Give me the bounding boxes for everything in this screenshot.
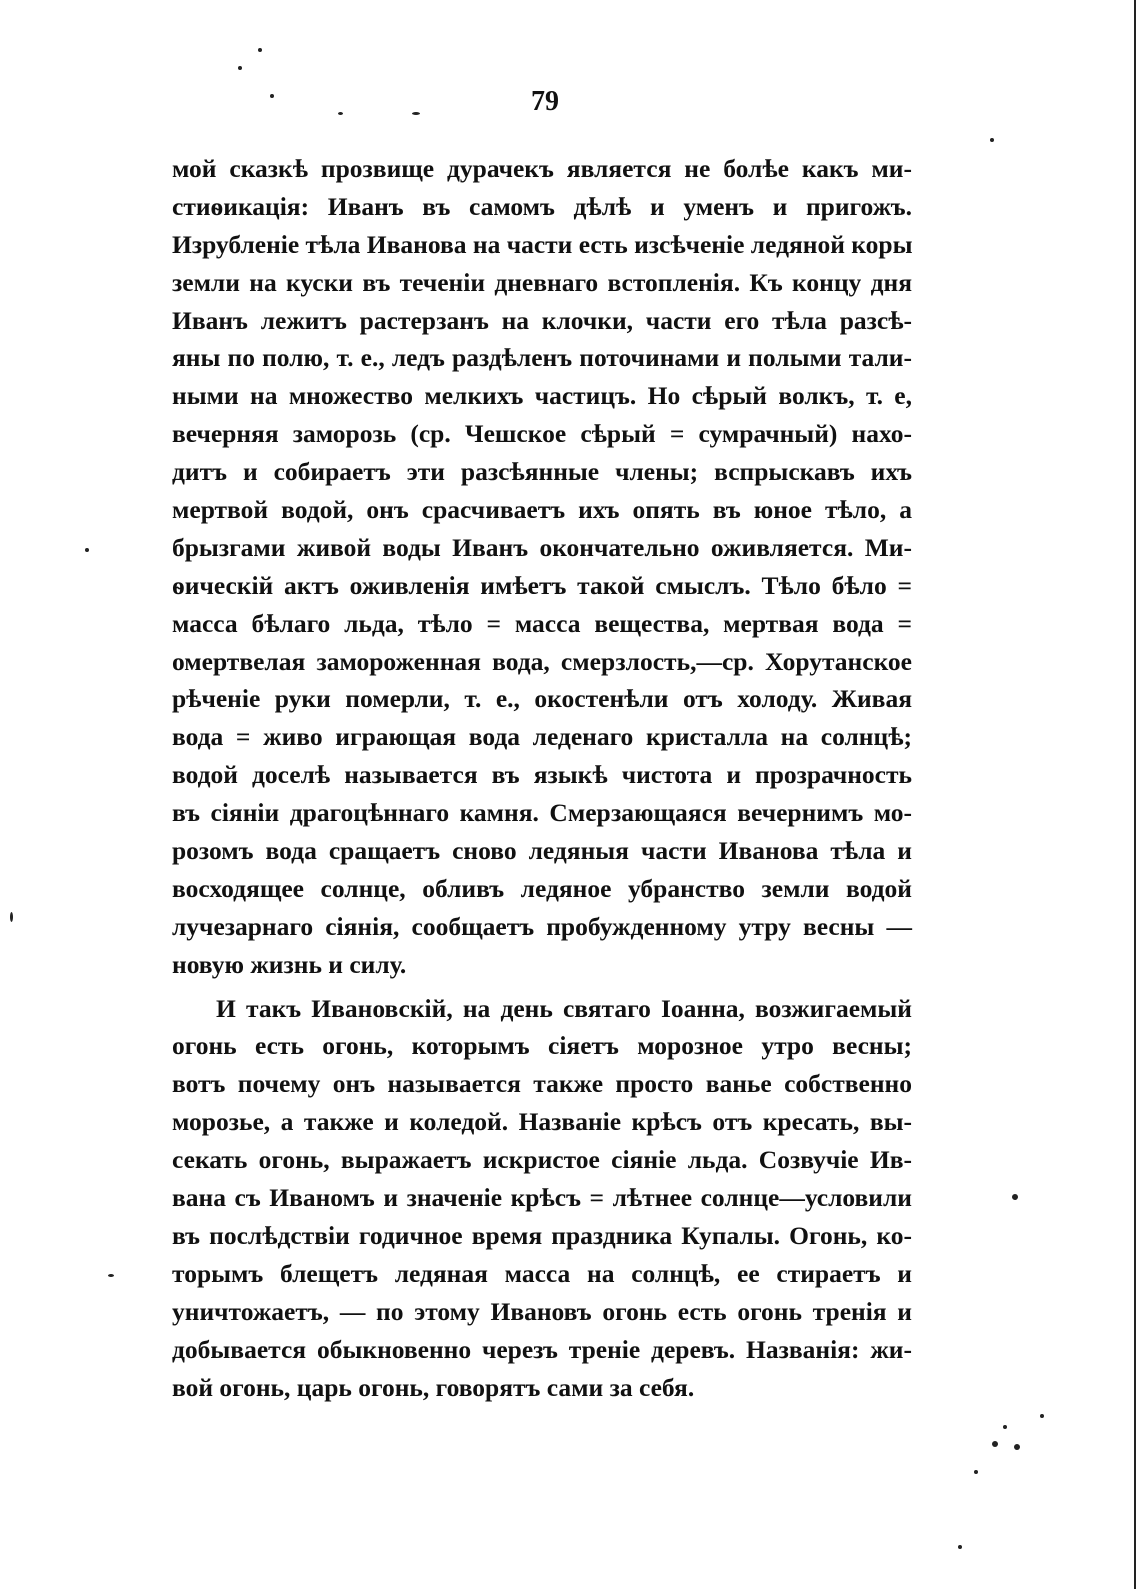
text-line: секать огонь, выражаетъ искристое сіяніе льда. Созвучіе Ив- bbox=[172, 1145, 912, 1175]
text-line: Изрубленіе тѣла Иванова на части есть изсѣченіе ледяной коры bbox=[172, 229, 913, 259]
text-line: стиѳикація: Иванъ въ самомъ дѣлѣ и уменъ и пригожъ. bbox=[172, 191, 912, 221]
text-line: лучезарнаго сіянія, сообщаетъ пробужденному утру весны — bbox=[172, 911, 912, 941]
text-line: розомъ вода сращаетъ сново ледяныя части Иванова тѣла и bbox=[172, 836, 912, 866]
text-line: водой доселѣ называется въ языкѣ чистота и прозрачность bbox=[172, 760, 912, 790]
text-line: уничтожаетъ, — по этому Ивановъ огонь есть огонь тренія и bbox=[172, 1296, 912, 1326]
scan-speck bbox=[1014, 1444, 1020, 1450]
text-line: ными на множество мелкихъ частицъ. Но сѣрый волкъ, т. е, bbox=[172, 381, 912, 411]
scan-speck bbox=[258, 48, 262, 52]
scan-speck bbox=[992, 1441, 998, 1447]
text-line: торымъ блещетъ ледяная масса на солнцѣ, ее стираетъ и bbox=[172, 1258, 912, 1288]
paragraph bbox=[172, 150, 912, 984]
scan-speck bbox=[1040, 1414, 1044, 1418]
body-text bbox=[172, 150, 912, 1406]
text-line: добывается обыкновенно черезъ треніе деревъ. Названія: жи- bbox=[172, 1334, 912, 1364]
text-line: въ сіяніи драгоцѣннаго камня. Смерзающаяся вечернимъ мо- bbox=[172, 798, 912, 828]
text-line: вана съ Иваномъ и значеніе крѣсъ = лѣтнее солнце—условили bbox=[172, 1183, 912, 1213]
scan-speck bbox=[1012, 1194, 1018, 1200]
text-line: новую жизнь и силу. bbox=[172, 949, 407, 979]
paragraph bbox=[172, 990, 912, 1407]
text-line: ѳическій актъ оживленія имѣетъ такой смыслъ. Тѣло бѣло = bbox=[172, 570, 912, 600]
text-line: дитъ и собираетъ эти разсѣянные члены; вспрыскавъ ихъ bbox=[172, 457, 912, 487]
scan-speck bbox=[958, 1545, 962, 1549]
page-number: 79 bbox=[531, 86, 559, 117]
text-line: рѣченіе руки померли, т. е., окостенѣли отъ холоду. Живая bbox=[172, 684, 912, 714]
scan-speck bbox=[108, 1274, 114, 1277]
scan-speck bbox=[1003, 1425, 1007, 1429]
text-line: Иванъ лежитъ растерзанъ на клочки, части его тѣла разсѣ- bbox=[172, 305, 912, 335]
text-line: вода = живо играющая вода леденаго кристалла на солнцѣ; bbox=[172, 722, 912, 752]
scan-speck bbox=[974, 1470, 978, 1474]
text-line: омертвелая замороженная вода, смерзлость,—ср. Хорутанское bbox=[172, 646, 912, 676]
text-line: мертвой водой, онъ срасчиваетъ ихъ опять въ юное тѣло, а bbox=[172, 495, 912, 525]
text-line: огонь есть огонь, которымъ сіяетъ морозное утро весны; bbox=[172, 1031, 912, 1061]
text-line: масса бѣлаго льда, тѣло = масса вещества, мертвая вода = bbox=[172, 608, 912, 638]
text-line: вечерняя заморозь (ср. Чешское сѣрый = сумрачный) нахо- bbox=[172, 419, 912, 449]
text-line: въ послѣдствіи годичное время праздника Купалы. Огонь, ко- bbox=[172, 1220, 912, 1250]
text-line: И такъ Ивановскій, на день святаго Іоанна, возжигаемый bbox=[216, 993, 912, 1023]
text-line: морозье, а также и коледой. Названіе крѣсъ отъ кресать, вы- bbox=[172, 1107, 912, 1137]
text-line: яны по полю, т. е., ледъ раздѣленъ поточинами и полыми тали- bbox=[172, 343, 912, 373]
text-line: восходящее солнце, обливъ ледяное убранство земли водой bbox=[172, 873, 912, 903]
scan-speck bbox=[10, 912, 13, 922]
text-line: вотъ почему онъ называется также просто ванье собственно bbox=[172, 1069, 912, 1099]
scan-speck bbox=[238, 66, 242, 70]
text-line: вой огонь, царь огонь, говорятъ сами за себя. bbox=[172, 1372, 695, 1402]
scan-speck bbox=[85, 548, 89, 552]
text-line: земли на куски въ теченіи дневнаго встопленія. Къ концу дня bbox=[172, 267, 912, 297]
text-line: брызгами живой воды Иванъ окончательно оживляется. Ми- bbox=[172, 532, 912, 562]
scan-speck bbox=[990, 138, 994, 142]
page-edge-rule bbox=[1134, 0, 1136, 1589]
text-line: мой сказкѣ прозвище дурачекъ является не болѣе какъ ми- bbox=[172, 154, 912, 183]
